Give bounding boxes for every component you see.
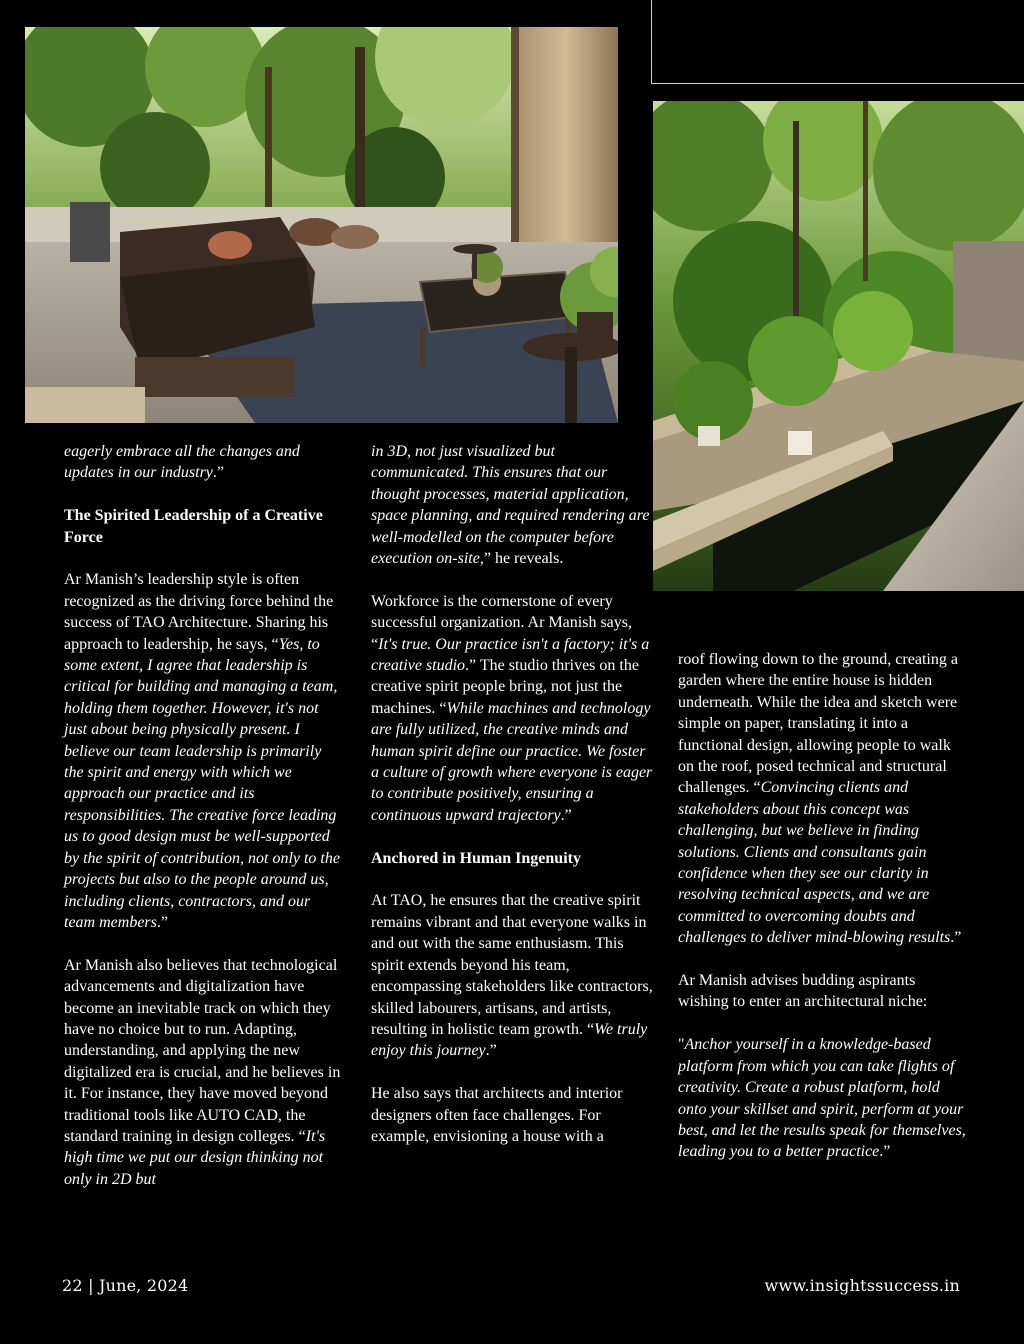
text: .” xyxy=(485,1042,497,1060)
paragraph xyxy=(678,1034,968,1162)
text: At TAO, he ensures that the creative spirit remains vibrant and that everyone walks in and out with the same enthusiasm. This spirit extends beyond his team, encompassing stakeholders like contractors, skilled labourers, artisans, and artists, resulting in holistic team growth. “ xyxy=(371,892,653,1038)
text: Ar Manish’s leadership style is often recognized as the driving force behind the success of TAO Architecture. Sharing his approach to leadership, he says, “ xyxy=(64,571,334,653)
quote-text: Anchor yourself in a knowledge-based platform from which you can take flights of creativity. Create a robust platform, hold onto your skillset and spirit, perform at your best, and let the results speak for themselves, leading you to a better practice xyxy=(678,1036,966,1161)
quote-text: eagerly embrace all the changes and updates in our industry xyxy=(64,443,300,482)
section-heading-leadership: The Spirited Leadership of a Creative Force xyxy=(64,507,323,546)
text: Workforce is the cornerstone of every successful organization. Ar Manish says, “ xyxy=(371,592,632,653)
article-column-3 xyxy=(678,649,968,1184)
decorative-frame xyxy=(651,0,1024,84)
paragraph: He also says that architects and interior designers often face challenges. For example, envisioning a house with a xyxy=(371,1085,623,1145)
quote-text: Yes, to some extent, I agree that leadership is critical for building and managing a team, holding them together. However, it's not just about being physically present. I believe our team leadership is primarily the spirit and energy with which we approach our practice and its responsibilities. The creative force leading us to good design must be well-supported by the spirit of contribution, not only to the projects but also to the people around us, including clients, contractors, and our team members xyxy=(64,635,340,931)
text: roof flowing down to the ground, creating a garden where the entire house is hidden underneath. While the idea and sketch were simple on paper, translating it into a functional design, allowing people to walk on the roof, posed technical and structural challenges. “ xyxy=(678,651,958,797)
text: " xyxy=(678,1036,685,1054)
living-room-illustration xyxy=(25,27,618,423)
text: ,” he reveals. xyxy=(479,550,564,568)
quote-text: It's high time we put our design thinking not only in 2D but xyxy=(64,1127,326,1188)
paragraph xyxy=(371,591,653,826)
article-column-1 xyxy=(64,441,344,1212)
garden-photo xyxy=(653,101,1024,591)
text: .” The studio thrives on the creative spirit people bring, not just the machines. “ xyxy=(371,657,639,717)
paragraph xyxy=(371,441,653,569)
section-heading-ingenuity: Anchored in Human Ingenuity xyxy=(371,849,581,867)
text: .” xyxy=(950,929,962,947)
text: .” xyxy=(156,913,168,931)
living-room-photo xyxy=(25,27,618,423)
text: .” xyxy=(879,1143,891,1161)
paragraph xyxy=(64,569,344,933)
paragraph: Ar Manish advises budding aspirants wishing to enter an architectural niche: xyxy=(678,972,928,1011)
text: .” xyxy=(212,464,224,482)
text: Ar Manish also believes that technological advancements and digitalization have become an inevitable track on which they have no choice but to run. Adapting, understanding, and applying the new digitalized era is crucial, and he believes in it. For instance, they have moved beyond traditional tools like AUTO CAD, the standard training in design colleges. “ xyxy=(64,956,341,1145)
text: .” xyxy=(560,806,572,824)
quote-text: in 3D, not just visualized but communicated. This ensures that our thought processes, material application, space planning, and required rendering are well-modelled on the computer before execution on-site xyxy=(371,443,650,568)
paragraph xyxy=(64,955,344,1190)
paragraph xyxy=(678,649,968,949)
quote-text: While machines and technology are fully utilized, the creative minds and human spirit define our practice. We foster a culture of growth where everyone is eager to contribute positively, ensuring a continuous upward trajectory xyxy=(371,699,653,824)
paragraph xyxy=(371,890,653,1061)
footer-website[interactable]: www.insightssuccess.in xyxy=(764,1276,960,1295)
quote-text: We truly enjoy this journey xyxy=(371,1020,648,1060)
quote-text: Convincing clients and stakeholders about this concept was challenging, but we believe in finding solutions. Clients and consultants gain confidence when they see our clarity in resolving technical aspects, and we are committed to overcoming doubts and challenges to deliver mind-blowing results xyxy=(678,779,951,947)
quote-text: It's true. Our practice isn't a factory; it's a creative studio xyxy=(371,635,650,675)
page-number: 22 xyxy=(62,1276,83,1295)
article-column-2 xyxy=(371,441,653,1169)
issue-date: June, 2024 xyxy=(98,1276,189,1295)
footer-separator: | xyxy=(88,1276,94,1295)
paragraph xyxy=(64,441,344,484)
garden-illustration xyxy=(653,101,1024,591)
footer-page-info xyxy=(62,1276,188,1295)
